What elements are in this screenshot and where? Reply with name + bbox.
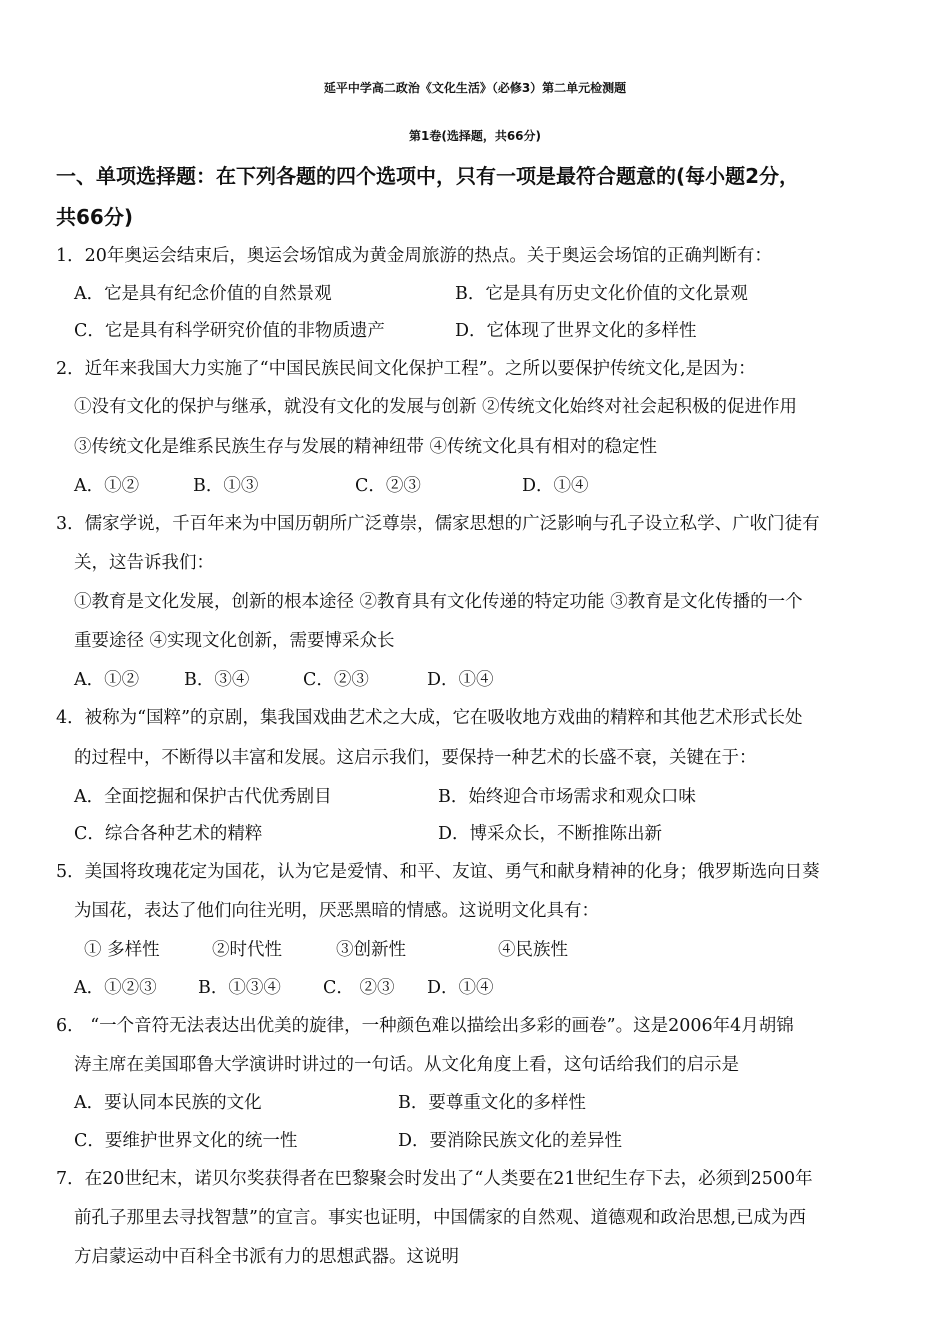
question-3-option-c: C．②③ [303,670,369,690]
question-3-option-d: D．①④ [427,670,494,690]
question-5-item-4: ④民族性 [498,940,568,960]
question-6-option-b: B．要尊重文化的多样性 [398,1093,586,1113]
question-1-option-c: C．它是具有科学研究价值的非物质遗产 [74,321,385,341]
question-1-option-d: D．它体现了世界文化的多样性 [455,321,697,341]
question-5-option-c: C． ②③ [323,978,395,998]
question-4-stem-cont: 的过程中，不断得以丰富和发展。这启示我们，要保持一种艺术的长盛不衰，关键在于： [74,748,757,768]
question-5-stem-cont: 为国花，表达了他们向往光明，厌恶黑暗的情感。这说明文化具有： [74,901,599,921]
question-4-stem: 4．被称为“国粹”的京剧，集我国戏曲艺术之大成，它在吸收地方戏曲的精粹和其他艺术形式长处 [56,708,803,728]
question-2-stem: 2．近年来我国大力实施了“中国民族民间文化保护工程”。之所以要保护传统文化,是因为： [56,359,756,379]
question-1-option-b: B．它是具有历史文化价值的文化景观 [455,284,748,304]
question-2-items: ③传统文化是维系民族生存与发展的精神纽带 ④传统文化具有相对的稳定性 [74,437,658,457]
section-heading-cont: 共66分) [56,205,133,229]
question-5-option-d: D．①④ [427,978,494,998]
question-2-option-d: D．①④ [522,476,589,496]
question-5-item-3: ③创新性 [336,940,406,960]
question-2-items: ①没有文化的保护与继承，就没有文化的发展与创新 ②传统文化始终对社会起积极的促进作用 [74,397,798,417]
question-4-option-c: C．综合各种艺术的精粹 [74,824,263,844]
question-4-option-a: A．全面挖掘和保护古代优秀剧目 [74,787,332,807]
question-6-option-d: D．要消除民族文化的差异性 [398,1131,623,1151]
question-6-stem-cont: 涛主席在美国耶鲁大学演讲时讲过的一句话。从文化角度上看，这句话给我们的启示是 [74,1055,739,1075]
paper-subtitle: 第1卷(选择题，共66分) [408,129,542,143]
question-6-option-c: C．要维护世界文化的统一性 [74,1131,298,1151]
question-7-stem-cont: 方启蒙运动中百科全书派有力的思想武器。这说明 [74,1247,459,1267]
section-heading: 一、单项选择题：在下列各题的四个选项中，只有一项是最符合题意的(每小题2分， [56,164,800,188]
question-1-option-a: A．它是具有纪念价值的自然景观 [74,284,332,304]
question-6-stem: 6． “一个音符无法表达出优美的旋律，一种颜色难以描绘出多彩的画卷”。这是2006年4月胡锦 [56,1016,794,1036]
question-5-option-b: B．①③④ [198,978,281,998]
question-4-option-b: B．始终迎合市场需求和观众口味 [438,787,696,807]
question-3-items: ①教育是文化发展，创新的根本途径 ②教育具有文化传递的特定功能 ③教育是文化传播的一个 [74,592,803,612]
question-3-stem: 3．儒家学说，千百年来为中国历朝所广泛尊崇，儒家思想的广泛影响与孔子设立私学、广收门徒有 [56,514,820,534]
question-5-stem: 5．美国将玫瑰花定为国花，认为它是爱情、和平、友谊、勇气和献身精神的化身；俄罗斯选向日葵 [56,862,820,882]
question-5-option-a: A．①②③ [74,978,157,998]
question-3-stem-cont: 关，这告诉我们： [74,553,214,573]
question-7-stem-cont: 前孔子那里去寻找智慧”的宣言。事实也证明，中国儒家的自然观、道德观和政治思想,已成为西 [74,1208,807,1228]
question-2-option-b: B．①③ [193,476,259,496]
question-3-option-b: B．③④ [184,670,250,690]
question-1-stem: 1．20年奥运会结束后，奥运会场馆成为黄金周旅游的热点。关于奥运会场馆的正确判断有： [56,246,772,266]
question-5-item-2: ②时代性 [212,940,282,960]
question-4-option-d: D．博采众长，不断推陈出新 [438,824,663,844]
page-title: 延平中学高二政治《文化生活》（必修3）第二单元检测题 [323,81,627,95]
question-2-option-c: C．②③ [355,476,421,496]
question-3-option-a: A．①② [74,670,140,690]
question-6-option-a: A．要认同本民族的文化 [74,1093,262,1113]
question-3-items: 重要途径 ④实现文化创新，需要博采众长 [74,631,395,651]
question-5-item-1: ① 多样性 [84,940,160,960]
question-2-option-a: A．①② [74,476,140,496]
question-7-stem: 7．在20世纪末，诺贝尔奖获得者在巴黎聚会时发出了“人类要在21世纪生存下去，必须到2500年 [56,1169,813,1189]
